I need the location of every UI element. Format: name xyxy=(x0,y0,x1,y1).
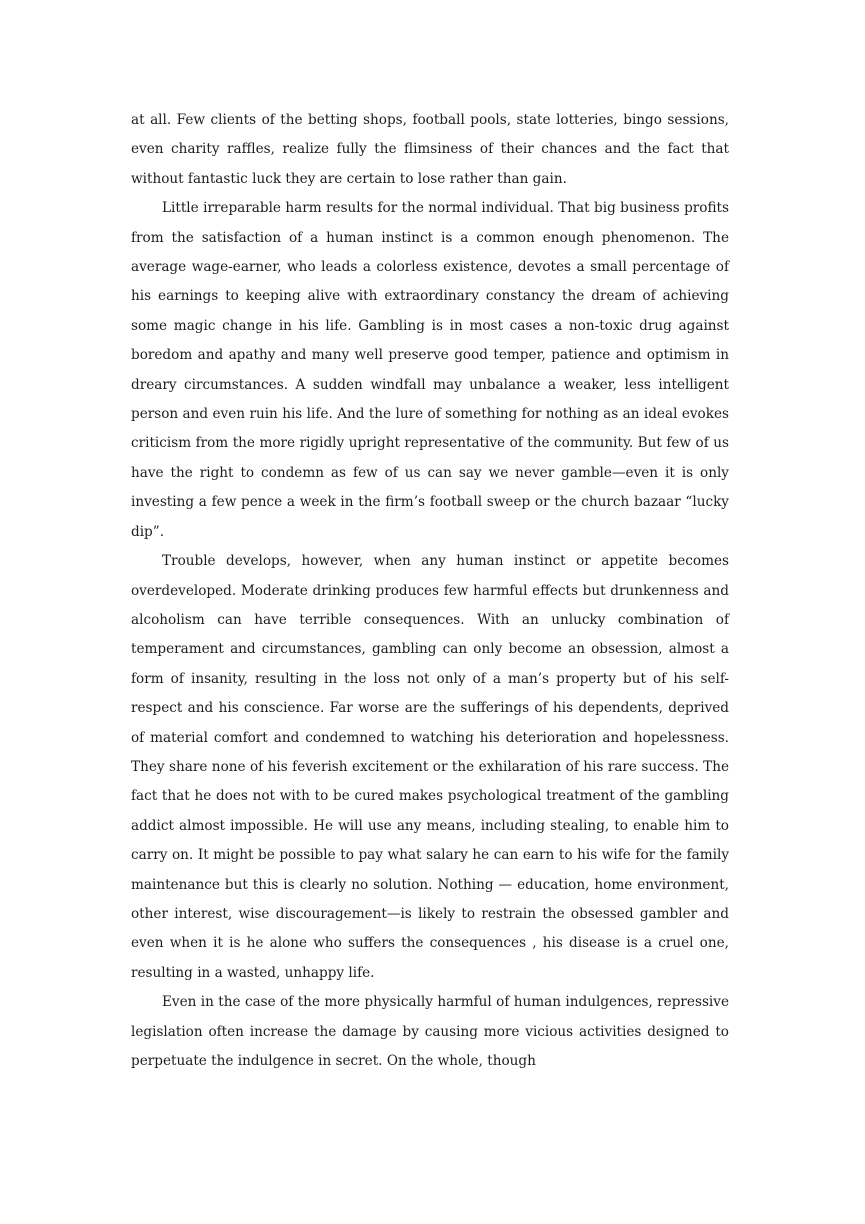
paragraph-2: Little irreparable harm results for the normal individual. That big business profits from the satisfaction of a human instinct is a common enough phenomenon. The average wage-earner, who leads a colorless existence, devotes a small percentage of his earnings to keeping alive with extraordinary constancy the dream of achieving some magic change in his life. Gambling is in most cases a non-toxic drug against boredom and apathy and many well preserve good temper, patience and optimism in dreary circumstances. A sudden windfall may unbalance a weaker, less intelligent person and even ruin his life. And the lure of something for nothing as an ideal evokes criticism from the more rigidly upright representative of the community. But few of us have the right to condemn as few of us can say we never gamble—even it is only investing a few pence a week in the firm’s football sweep or the church bazaar “lucky dip”. xyxy=(131,200,729,540)
paragraph-4: Even in the case of the more physically harmful of human indulgences, repressive legislation often increase the damage by causing more vicious activities designed to perpetuate the indulgence in secret. On the whole, though xyxy=(131,994,729,1069)
paragraph-3: Trouble develops, however, when any human instinct or appetite becomes overdeveloped. Moderate drinking produces few harmful effects but drunkenness and alcoholism can have terrible consequences. With an unlucky combination of temperament and circumstances, gambling can only become an obsession, almost a form of insanity, resulting in the loss not only of a man’s property but of his self-respect and his conscience. Far worse are the sufferings of his dependents, deprived of material comfort and condemned to watching his deterioration and hopelessness. They share none of his feverish excitement or the exhilaration of his rare success. The fact that he does not with to be cured makes psychological treatment of the gambling addict almost impossible. He will use any means, including stealing, to enable him to carry on. It might be possible to pay what salary he can earn to his wife for the family maintenance but this is clearly no solution. Nothing — education, home environment, other interest, wise discouragement—is likely to restrain the obsessed gambler and even when it is he alone who suffers the consequences , his disease is a cruel one, resulting in a wasted, unhappy life. xyxy=(131,553,729,981)
paragraph-1: at all. Few clients of the betting shops, football pools, state lotteries, bingo sessions, even charity raffles, realize fully the flimsiness of their chances and the fact that without fantastic luck they are certain to lose rather than gain. xyxy=(131,112,729,187)
body-text xyxy=(131,106,729,1076)
